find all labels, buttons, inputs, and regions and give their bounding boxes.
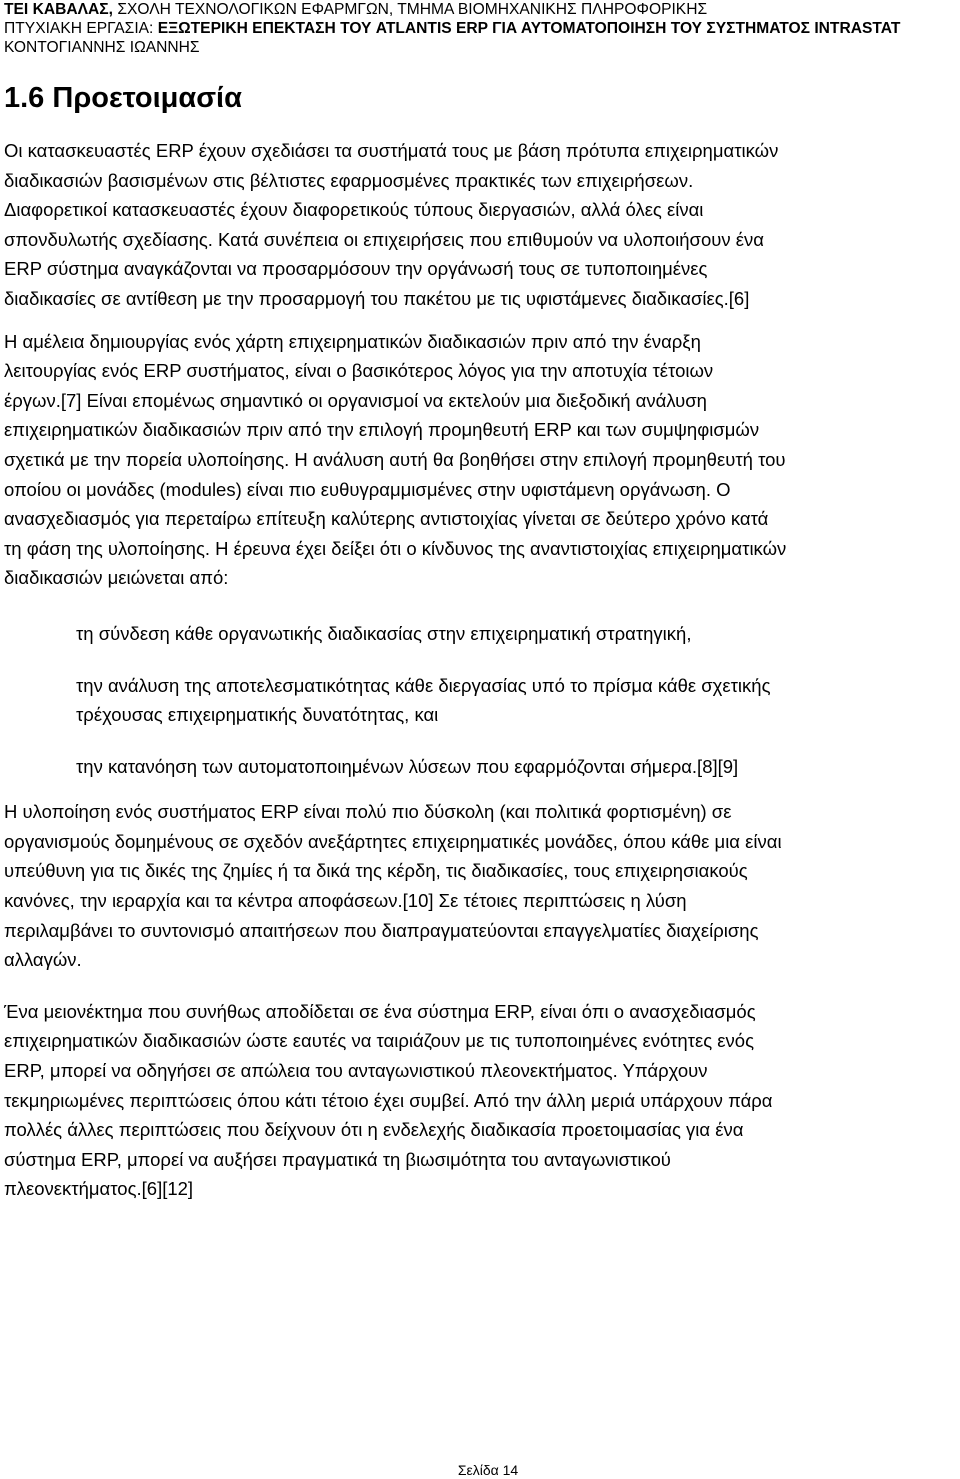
paragraph-line: διαδικασιών βασισμένων στις βέλτιστες εφαρμοσμένες πρακτικές των επιχειρήσεων. <box>4 169 694 191</box>
paragraph-line: αλλαγών. <box>4 949 82 971</box>
paragraph-line: σπονδυλωτής σχεδίασης. Κατά συνέπεια οι επιχειρήσεις που επιθυμούν να υλοποιήσουν ένα <box>4 228 764 250</box>
paragraph-line: Η αμέλεια δημιουργίας ενός χάρτη επιχειρηματικών διαδικασιών πριν από την έναρξη <box>4 330 701 352</box>
paragraph-3 <box>4 797 956 975</box>
paragraph-line: έργων.[7] Είναι επομένως σημαντικό οι οργανισμοί να εκτελούν μια διεξοδική ανάλυση <box>4 389 707 411</box>
paragraph-line: Ένα μειονέκτημα που συνήθως αποδίδεται σε ένα σύστημα ERP, είναι όπι ο ανασχεδιασμός <box>4 1000 756 1022</box>
list-item <box>76 752 956 782</box>
paragraph-line: ανασχεδιασμός για περεταίρω επίτευξη καλύτερης αντιστοιχίας γίνεται σε δεύτερο χρόνο κατά <box>4 508 769 530</box>
header-thesis-title: ΕΞΩΤΕΡΙΚΗ ΕΠΕΚΤΑΣΗ ΤΟΥ ATLANTIS ERP ΓΙΑ ΑΥΤΟΜΑΤΟΠΟΙΗΣΗ ΤΟΥ ΣΥΣΤΗΜΑΤΟΣ INTRASTAT <box>157 20 901 37</box>
document-body <box>4 136 956 1204</box>
header-line-thesis <box>4 19 956 38</box>
header-institution-bold: ΤΕΙ ΚΑΒΑΛΑΣ, <box>4 1 113 18</box>
page-header <box>4 0 956 57</box>
header-line-institution <box>4 0 956 19</box>
paragraph-line: διαδικασιών μειώνεται από: <box>4 567 229 589</box>
indented-list <box>4 619 956 781</box>
paragraph-line: τη φάση της υλοποίησης. Η έρευνα έχει δείξει ότι ο κίνδυνος της αναντιστοιχίας επιχειρηματικών <box>4 537 787 559</box>
paragraph-line: περιλαμβάνει το συντονισμό απαιτήσεων που διαπραγματεύονται επαγγελματίες διαχείρισης <box>4 919 759 941</box>
paragraph-1 <box>4 136 956 314</box>
list-item-line: την ανάλυση της αποτελεσματικότητας κάθε διεργασίας υπό το πρίσμα κάθε σχετικής <box>76 674 771 696</box>
paragraph-line: πολλές άλλες περιπτώσεις που δείχνουν ότι η ενδελεχής διαδικασία προετοιμασίας για ένα <box>4 1119 744 1141</box>
list-item-line: τη σύνδεση κάθε οργανωτικής διαδικασίας στην επιχειρηματική στρατηγική, <box>76 622 692 644</box>
paragraph-line: Οι κατασκευαστές ERP έχουν σχεδιάσει τα συστήματά τους με βάση πρότυπα επιχειρηματικών <box>4 140 779 161</box>
list-item <box>76 619 956 649</box>
paragraph-line: Διαφορετικοί κατασκευαστές έχουν διαφορετικούς τύπους διεργασιών, αλλά όλες είναι <box>4 199 704 221</box>
paragraph-line: σχετικά με την πορεία υλοποίησης. Η ανάλυση αυτή θα βοηθήσει στην επιλογή προμηθευτή του <box>4 448 786 470</box>
paragraph-line: λειτουργίας ενός ERP συστήματος, είναι ο βασικότερος λόγος για την αποτυχία τέτοιων <box>4 360 714 382</box>
header-institution-rest: ΣΧΟΛΗ ΤΕΧΝΟΛΟΓΙΚΩΝ ΕΦΑΡΜΓΩΝ, ΤΜΗΜΑ ΒΙΟΜΗΧΑΝΙΚΗΣ ΠΛΗΡΟΦΟΡΙΚΗΣ <box>113 1 708 18</box>
paragraph-line: υπεύθυνη για τις δικές της ζημίες ή τα δικά της κέρδη, τις διαδικασίες, τους επιχειρησιακούς <box>4 860 748 882</box>
paragraph-line: Η υλοποίηση ενός συστήματος ERP είναι πολύ πιο δύσκολη (και πολιτικά φορτισμένη) σε <box>4 801 732 823</box>
paragraph-line: επιχειρηματικών διαδικασιών πριν από την επιλογή προμηθευτή ERP και των συμψηφισμών <box>4 419 760 441</box>
paragraph-line: διαδικασίες σε αντίθεση με την προσαρμογή του πακέτου με τις υφιστάμενες διαδικασίες.[6] <box>4 287 750 309</box>
page-number: Σελίδα 14 <box>457 1462 519 1478</box>
page-footer <box>0 1461 960 1479</box>
paragraph-line: οποίου οι μονάδες (modules) είναι πιο ευθυγραμμισμένες στην υφιστάμενη οργάνωση. Ο <box>4 478 731 500</box>
list-item-line: τρέχουσας επιχειρηματικής δυνατότητας, και <box>76 704 439 726</box>
paragraph-line: κανόνες, την ιεραρχία και τα κέντρα αποφάσεων.[10] Σε τέτοιες περιπτώσεις η λύση <box>4 890 687 912</box>
paragraph-line: τεκμηριωμένες περιπτώσεις όπου κάτι τέτοιο έχει συμβεί. Από την άλλη μεριά υπάρχουν πάρα <box>4 1089 773 1111</box>
paragraph-line: πλεονεκτήματος.[6][12] <box>4 1178 194 1200</box>
paragraph-line: ERP, μπορεί να οδηγήσει σε απώλεια του ανταγωνιστικού πλεονεκτήματος. Υπάρχουν <box>4 1060 708 1082</box>
header-line-author: ΚΟΝΤΟΓΙΑΝΝΗΣ ΙΩΑΝΝΗΣ <box>4 39 200 56</box>
list-item <box>76 671 956 730</box>
paragraph-line: οργανισμούς δομημένους σε σχεδόν ανεξάρτητες επιχειρηματικές μονάδες, όπου κάθε μια είναι <box>4 830 782 852</box>
list-item-line: την κατανόηση των αυτοματοποιημένων λύσεων που εφαρμόζονται σήμερα.[8][9] <box>76 755 739 777</box>
paragraph-line: ERP σύστημα αναγκάζονται να προσαρμόσουν την οργάνωσή τους σε τυποποιημένες <box>4 258 708 280</box>
paragraph-4 <box>4 997 956 1204</box>
header-thesis-prefix: ΠΤΥΧΙΑΚΗ ΕΡΓΑΣΙΑ: <box>4 20 158 37</box>
paragraph-2 <box>4 327 956 593</box>
paragraph-line: επιχειρηματικών διαδικασιών ώστε εαυτές να ταιριάζουν με τις τυποποιημένες ενότητες ενός <box>4 1030 754 1052</box>
section-title: 1.6 Προετοιμασία <box>4 82 242 114</box>
paragraph-line: σύστημα ERP, μπορεί να αυξήσει πραγματικά τη βιωσιμότητα του ανταγωνιστικού <box>4 1148 671 1170</box>
